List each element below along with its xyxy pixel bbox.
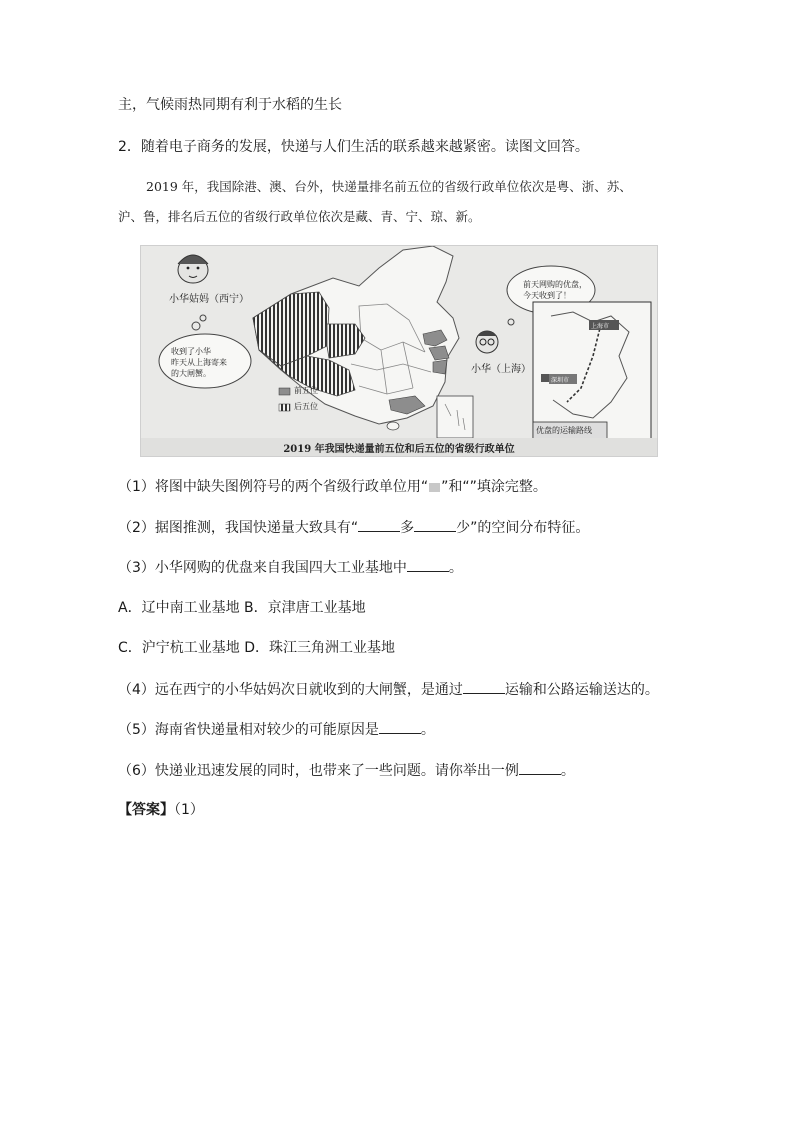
blank-q3[interactable] [407, 557, 449, 572]
inset-route-label: 优盘的运输路线 [536, 426, 592, 435]
blank-q6[interactable] [519, 760, 561, 775]
blank-q4[interactable] [463, 679, 505, 694]
blank-q2-1[interactable] [358, 517, 400, 532]
options-c-d: C．沪宁杭工业基地 D．珠江三角洲工业基地 [118, 640, 396, 656]
question-5: （5）海南省快递量相对较少的可能原因是 。 [118, 719, 435, 740]
intro-tail-line: 主，气候雨热同期有利于水稻的生长 [118, 97, 342, 113]
passage-line-1: 2019 年，我国除港、澳、台外，快递量排名前五位的省级行政单位依次是粤、浙、苏、 [146, 179, 632, 194]
aunt-label: 小华姑妈（西宁） [169, 294, 249, 305]
question-1: （1）将图中缺失图例符号的两个省级行政单位用“ ”和“”填涂完整。 [118, 479, 547, 495]
south-china-sea-inset [437, 396, 473, 438]
hainan-island [387, 422, 399, 430]
zhejiang-region [433, 360, 447, 374]
legend-bottom-five-label: 后五位 [294, 402, 318, 411]
answer-text: （1） [174, 802, 204, 818]
aunt-avatar-icon [178, 255, 208, 283]
inset-shenzhen-label: 深圳市 [551, 377, 570, 384]
options-a-b: A．辽中南工业基地 B．京津唐工业基地 [118, 600, 366, 616]
reading-passage [118, 172, 678, 232]
legend-top-five-label: 前五位 [294, 386, 318, 395]
question-3: （3）小华网购的优盘来自我国四大工业基地中 。 [118, 557, 463, 578]
xiaohua-label: 小华（上海） [471, 364, 531, 375]
answer-line [118, 800, 204, 820]
inset-shanghai-label: 上海市 [591, 323, 610, 330]
blank-q5[interactable] [379, 719, 421, 734]
xiaohua-bubble-text: 前天网购的优盘， 今天收到了！ [523, 280, 587, 300]
passage-line-2: 沪、鲁，排名后五位的省级行政单位依次是藏、青、宁、琼、新。 [118, 209, 481, 224]
question-4: （4）远在西宁的小华姑妈次日就收到的大闸蟹，是通过 运输和公路运输送达的。 [118, 679, 659, 700]
question-2: （2）据图推测，我国快递量大致具有“ 多 少”的空间分布特征。 [118, 517, 589, 538]
question-2-stem: 2．随着电子商务的发展，快递与人们生活的联系越来越紧密。读图文回答。 [118, 139, 589, 155]
question-6: （6）快递业迅速发展的同时，也带来了一些问题。请你举出一例 。 [118, 760, 575, 781]
xiaohua-avatar-icon [476, 331, 498, 353]
legend-bottom-five-swatch [279, 404, 290, 411]
legend-top-five-swatch [279, 388, 290, 395]
figure-caption: 2019 年我国快递量前五位和后五位的省级行政单位 [283, 444, 515, 455]
answer-label: 【答案】 [118, 802, 174, 818]
gray-swatch-icon [429, 483, 440, 492]
express-map-figure [140, 245, 658, 457]
aunt-bubble-text: 收到了小华 昨天从上海寄来 的大闸蟹。 [171, 347, 227, 378]
blank-q2-2[interactable] [414, 517, 456, 532]
